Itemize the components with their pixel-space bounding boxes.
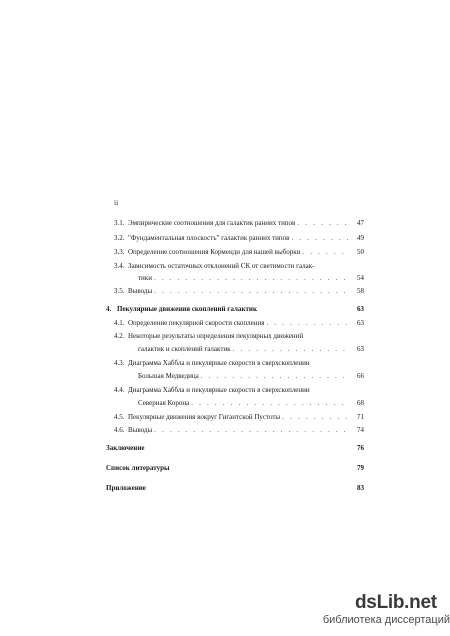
toc-number: 4.6. bbox=[114, 426, 125, 434]
toc-title: Диаграмма Хаббла и пекулярные скорости в сверхскоплении bbox=[128, 359, 310, 367]
toc-page: 63 bbox=[357, 345, 364, 353]
toc-number: 4.4. bbox=[114, 386, 125, 394]
toc-page: 83 bbox=[357, 484, 364, 492]
toc-title: "Фундаментальная плоскость" галактик ранних типов bbox=[128, 234, 290, 242]
toc-page: 76 bbox=[357, 444, 364, 452]
toc-title: Зависимость остаточных отклонений СК от светимости галак- bbox=[128, 262, 315, 270]
leader-dots bbox=[266, 319, 348, 327]
toc-entry-4-6[interactable] bbox=[114, 426, 364, 436]
toc-chapter-number: 4. bbox=[106, 305, 112, 313]
logo-text: dsLib.net bbox=[355, 592, 437, 613]
leader-dots bbox=[282, 413, 348, 421]
toc-entry-4-2[interactable] bbox=[114, 332, 364, 342]
toc-title: Определение соотношения Корменди для нашей выборки bbox=[128, 248, 301, 256]
toc-chapter-title: Пекулярные движения скоплений галактик bbox=[117, 305, 257, 313]
toc-entry-4-3[interactable] bbox=[114, 359, 364, 369]
toc-title-continuation: галактик и скоплений галактик bbox=[138, 345, 231, 353]
toc-entry-4-1[interactable] bbox=[114, 319, 364, 329]
leader-dots bbox=[291, 234, 348, 242]
toc-title: Определение пекулярной скорости скопления bbox=[128, 319, 265, 327]
toc-title: Диаграмма Хаббла и пекулярные скорости в сверхскоплении bbox=[128, 386, 310, 394]
toc-conclusion[interactable] bbox=[106, 444, 364, 454]
toc-page: 50 bbox=[357, 248, 364, 256]
toc-page: 54 bbox=[357, 274, 364, 282]
toc-number: 4.1. bbox=[114, 319, 125, 327]
toc-page: 79 bbox=[357, 464, 364, 472]
toc-chapter-title: Приложение bbox=[106, 484, 146, 492]
leader-dots bbox=[302, 248, 348, 256]
toc-page: 68 bbox=[357, 399, 364, 407]
leader-dots bbox=[297, 219, 348, 227]
toc-chapter-title: Заключение bbox=[106, 444, 145, 452]
toc-entry-3-3[interactable] bbox=[114, 248, 364, 258]
toc-entry-4-3-continuation[interactable] bbox=[114, 372, 364, 382]
toc-entry-4-2-continuation[interactable] bbox=[114, 345, 364, 355]
toc-title-continuation: Северная Корона bbox=[138, 399, 190, 407]
toc-entry-3-1[interactable] bbox=[114, 219, 364, 229]
toc-entry-4-5[interactable] bbox=[114, 413, 364, 423]
toc-number: 3.4. bbox=[114, 262, 125, 270]
toc-number: 3.3. bbox=[114, 248, 125, 256]
toc-page: 66 bbox=[357, 372, 364, 380]
toc-page: 63 bbox=[357, 305, 364, 313]
toc-appendix[interactable] bbox=[106, 484, 364, 494]
toc-entry-3-5[interactable] bbox=[114, 287, 364, 297]
toc-page: 74 bbox=[357, 426, 364, 434]
toc-chapter-title: Список литературы bbox=[106, 464, 170, 472]
leader-dots bbox=[191, 399, 348, 407]
toc-entry-3-4[interactable] bbox=[114, 262, 364, 272]
toc-references[interactable] bbox=[106, 464, 364, 474]
toc-title: Пекулярные движения вокруг Гигантской Пустоты bbox=[128, 413, 281, 421]
toc-entry-3-2[interactable] bbox=[114, 234, 364, 244]
watermark-logo[interactable] bbox=[322, 592, 450, 632]
toc-page: 47 bbox=[357, 219, 364, 227]
toc-entry-4-4[interactable] bbox=[114, 386, 364, 396]
toc-number: 4.5. bbox=[114, 413, 125, 421]
toc-entry-4-4-continuation[interactable] bbox=[114, 399, 364, 409]
toc-entry-3-4-continuation[interactable] bbox=[114, 274, 364, 284]
toc-page: 49 bbox=[357, 234, 364, 242]
logo-tagline: библиотека диссертаций bbox=[322, 614, 450, 626]
toc-title: Выводы bbox=[128, 426, 153, 434]
toc-number: 3.5. bbox=[114, 287, 125, 295]
toc-title-continuation: Большая Медведица bbox=[138, 372, 199, 380]
toc-chapter-4[interactable] bbox=[106, 305, 364, 315]
page-number: ii bbox=[114, 198, 119, 207]
toc-number: 4.3. bbox=[114, 359, 125, 367]
leader-dots bbox=[201, 372, 348, 380]
toc-title: Некоторые результаты определения пекулярных движений bbox=[128, 332, 304, 340]
toc-page: 58 bbox=[357, 287, 364, 295]
leader-dots bbox=[154, 287, 348, 295]
toc-number: 4.2. bbox=[114, 332, 125, 340]
toc-page: 63 bbox=[357, 319, 364, 327]
toc-number: 3.1. bbox=[114, 219, 125, 227]
leader-dots bbox=[154, 426, 348, 434]
toc-title-continuation: тики bbox=[138, 274, 152, 282]
toc-title: Эмпирические соотношения для галактик ранних типов bbox=[128, 219, 296, 227]
leader-dots bbox=[233, 345, 348, 353]
toc-page: 71 bbox=[357, 413, 364, 421]
toc-number: 3.2. bbox=[114, 234, 125, 242]
leader-dots bbox=[154, 274, 348, 282]
toc-title: Выводы bbox=[128, 287, 153, 295]
